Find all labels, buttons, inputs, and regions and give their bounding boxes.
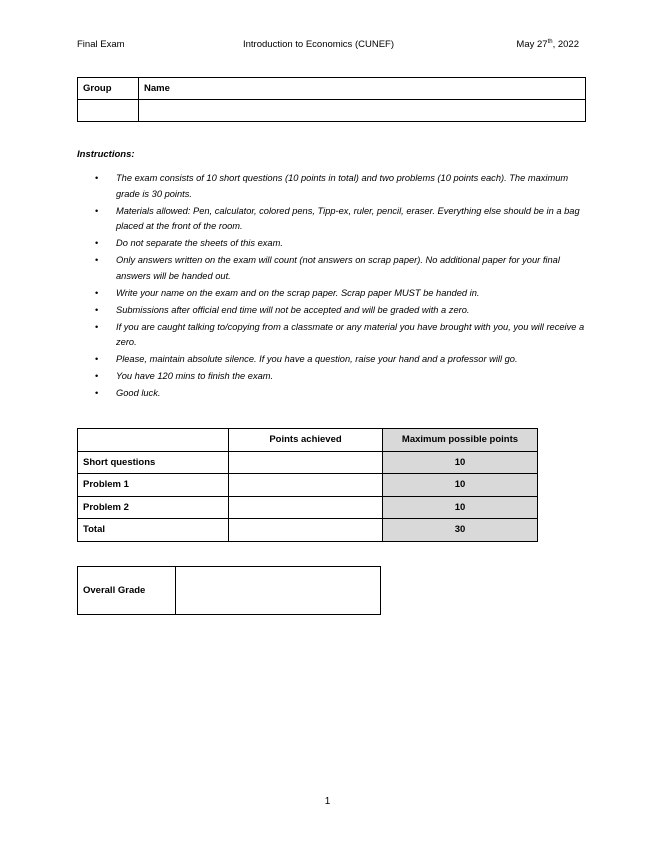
- instruction-item: • Only answers written on the exam will count (not answers on scrap paper). No additional paper for your final answers will be handed out.: [95, 255, 560, 281]
- bullet-icon: •: [95, 371, 99, 381]
- instruction-item: • Please, maintain absolute silence. If you have a question, raise your hand and a professor will go.: [77, 352, 587, 368]
- table-row: [78, 519, 538, 542]
- instruction-item: • If you are caught talking to/copying from a classmate or any material you have brought with you, you will receive a zero.: [95, 321, 585, 347]
- bullet-icon: •: [95, 304, 99, 315]
- header-exam-type: Final Exam: [77, 39, 125, 50]
- header-date: May 27th, 2022: [516, 38, 579, 50]
- name-label: Name: [139, 78, 586, 100]
- points-achieved-field[interactable]: [229, 519, 383, 542]
- header-empty-cell: [78, 429, 229, 452]
- row-label: Problem 1: [78, 474, 229, 497]
- instructions-title: Instructions:: [77, 149, 135, 160]
- table-row: [78, 496, 538, 519]
- bullet-icon: •: [95, 238, 99, 248]
- max-points-value: 10: [383, 474, 538, 497]
- bullet-icon: •: [95, 205, 99, 216]
- points-achieved-field[interactable]: [229, 451, 383, 474]
- points-table-header-row: [78, 429, 538, 452]
- points-table: [77, 428, 538, 542]
- bullet-icon: •: [95, 354, 99, 364]
- instruction-item: • Materials allowed: Pen, calculator, colored pens, Tipp-ex, ruler, pencil, eraser. Everything else should be in a bag placed at the front of the room.: [95, 205, 580, 231]
- overall-grade-table: [77, 566, 381, 615]
- page-number: 1: [324, 796, 331, 807]
- row-label: Short questions: [78, 451, 229, 474]
- group-field[interactable]: [78, 100, 139, 122]
- instruction-item: • Good luck.: [77, 386, 587, 402]
- page-header: [77, 39, 579, 53]
- instruction-item: • Write your name on the exam and on the scrap paper. Scrap paper MUST be handed in.: [77, 286, 587, 302]
- bullet-icon: •: [95, 255, 99, 265]
- header-course-title: Introduction to Economics (CUNEF): [243, 39, 394, 50]
- name-field[interactable]: [139, 100, 586, 122]
- instructions-list: [77, 171, 587, 403]
- bullet-icon: •: [95, 388, 99, 398]
- row-label: Problem 2: [78, 496, 229, 519]
- overall-grade-label: Overall Grade: [78, 567, 176, 615]
- points-achieved-field[interactable]: [229, 496, 383, 519]
- header-max-points: Maximum possible points: [383, 429, 538, 452]
- table-row: [78, 451, 538, 474]
- header-points-achieved: Points achieved: [229, 429, 383, 452]
- instruction-item: • The exam consists of 10 short questions (10 points in total) and two problems (10 points each). The maximum grade is 30 points.: [95, 173, 569, 199]
- student-id-table: [77, 77, 586, 122]
- max-points-value: 10: [383, 496, 538, 519]
- bullet-icon: •: [95, 173, 99, 183]
- row-label: Total: [78, 519, 229, 542]
- max-points-value: 30: [383, 519, 538, 542]
- instruction-item: • Do not separate the sheets of this exam.: [77, 236, 587, 252]
- bullet-icon: •: [95, 321, 99, 332]
- points-achieved-field[interactable]: [229, 474, 383, 497]
- instruction-item: • Submissions after official end time will not be accepted and will be graded with a zero.: [77, 303, 587, 319]
- group-label: Group: [78, 78, 139, 100]
- overall-grade-field[interactable]: [176, 567, 381, 615]
- bullet-icon: •: [95, 287, 99, 298]
- max-points-value: 10: [383, 451, 538, 474]
- instruction-item: • You have 120 mins to finish the exam.: [77, 369, 587, 385]
- table-row: [78, 474, 538, 497]
